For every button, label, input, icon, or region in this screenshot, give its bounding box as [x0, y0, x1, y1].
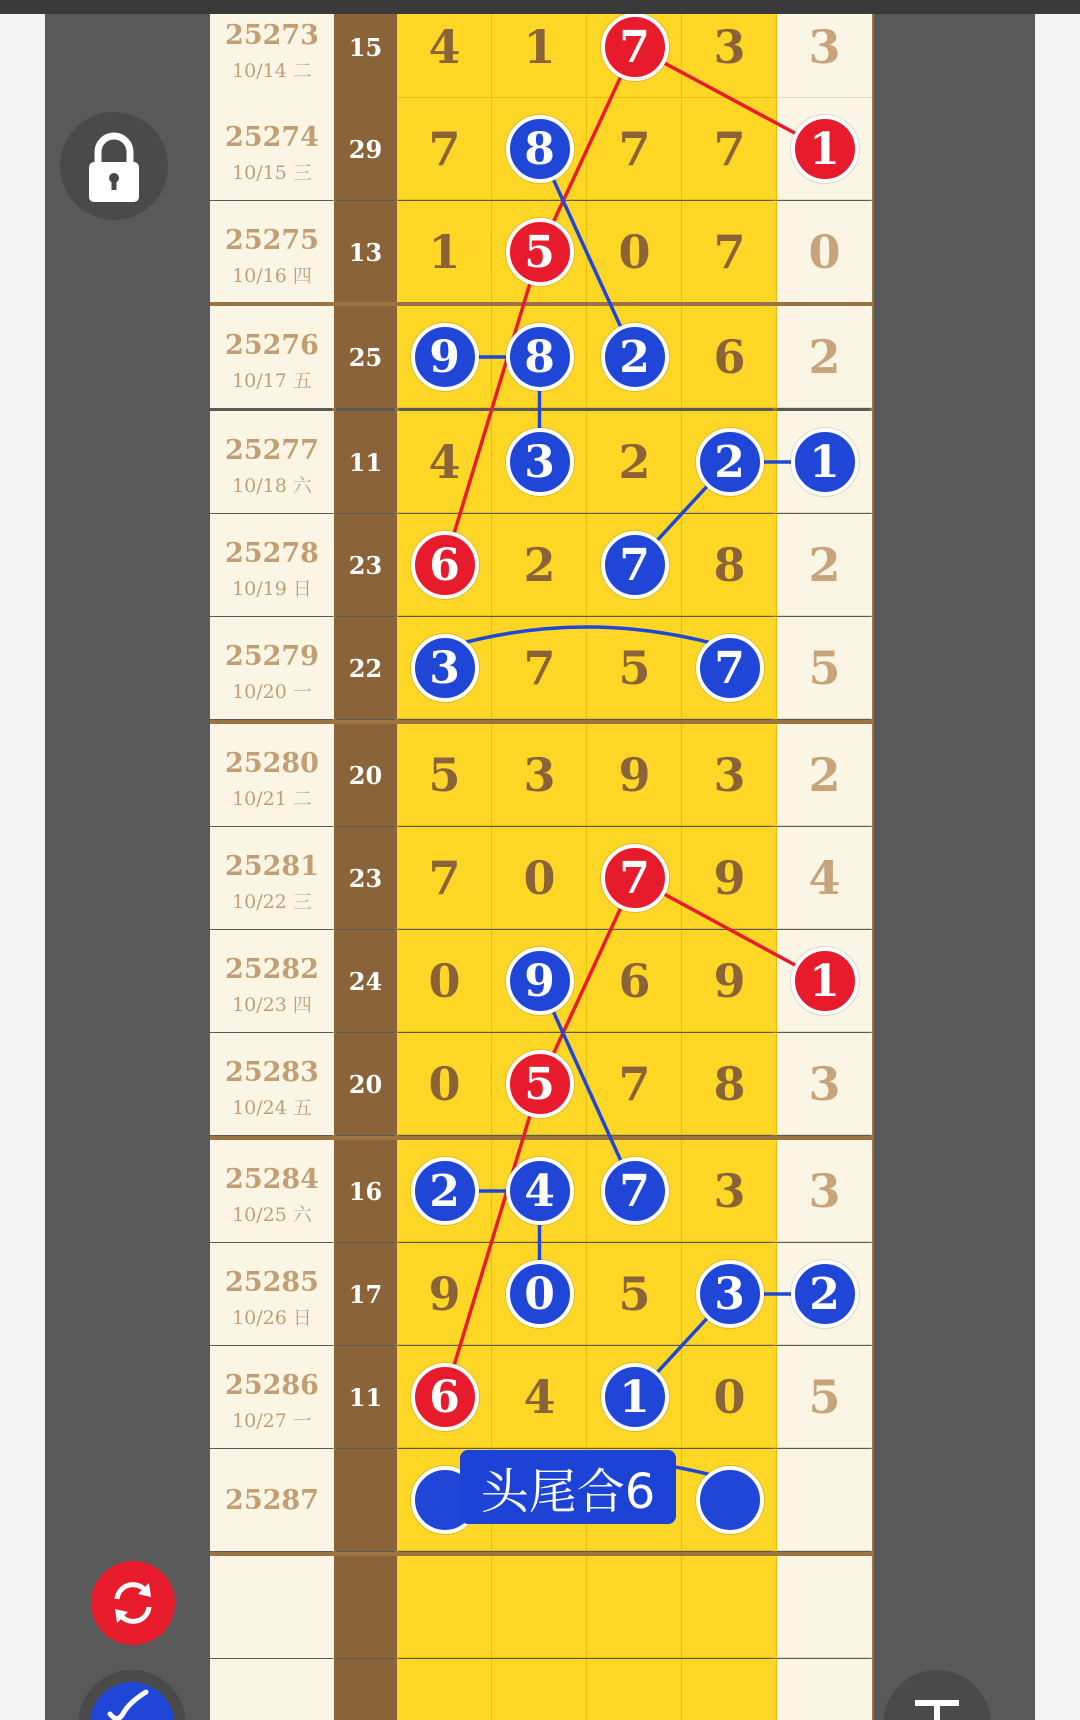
digit-value: 3 [808, 1057, 841, 1111]
digit-value: 0 [428, 954, 461, 1008]
red-ball[interactable]: 7 [601, 14, 669, 81]
issue-number: 25283 [225, 1057, 319, 1088]
digit-value: 3 [808, 1164, 841, 1218]
pen-button[interactable] [78, 1670, 186, 1720]
digit-value: 0 [808, 225, 841, 279]
red-ball[interactable]: 6 [411, 1363, 479, 1431]
issue-number: 25278 [225, 538, 319, 569]
sum-cell: 20 [334, 1033, 397, 1135]
blue-ball[interactable]: 9 [506, 947, 574, 1015]
digit-value: 8 [713, 538, 746, 592]
issue-date: 10/21 二 [232, 788, 312, 810]
red-ball[interactable]: 5 [506, 218, 574, 286]
blue-ball[interactable]: 1 [601, 1363, 669, 1431]
sum-cell: 25 [334, 306, 397, 408]
digit-value: 1 [428, 225, 461, 279]
sum-cell: 11 [334, 1346, 397, 1448]
digit-value: 7 [428, 851, 461, 905]
digit-value: 5 [808, 641, 841, 695]
digit-value: 0 [713, 1370, 746, 1424]
digit-value: 6 [713, 330, 746, 384]
sum-cell: 13 [334, 201, 397, 303]
issue-number: 25276 [225, 330, 319, 361]
issue-date: 10/23 四 [232, 994, 312, 1016]
lock-icon [60, 112, 168, 220]
blue-ball[interactable]: 2 [791, 1260, 859, 1328]
issue-date: 10/27 一 [232, 1410, 312, 1432]
arc-connection [445, 627, 730, 648]
digit-value: 5 [618, 641, 651, 695]
blue-ball[interactable]: 1 [791, 428, 859, 496]
digit-value: 4 [523, 1370, 556, 1424]
digit-value: 2 [808, 748, 841, 802]
digit-value: 4 [428, 435, 461, 489]
issue-number: 25273 [225, 20, 319, 51]
blue-ball[interactable]: 3 [696, 1260, 764, 1328]
line-connection [445, 47, 825, 565]
digit-value: 5 [428, 748, 461, 802]
blue-ball[interactable]: 3 [411, 634, 479, 702]
digit-value: 9 [618, 748, 651, 802]
issue-date: 10/20 一 [232, 681, 312, 703]
sum-cell: 22 [334, 617, 397, 719]
issue-date: 10/18 六 [232, 475, 312, 497]
blue-ball[interactable]: 8 [506, 115, 574, 183]
line-connection [445, 878, 825, 1397]
digit-value: 7 [618, 1057, 651, 1111]
refresh-button[interactable] [91, 1561, 175, 1645]
digit-value: 5 [808, 1370, 841, 1424]
blue-ball[interactable]: 2 [601, 323, 669, 391]
digit-value: 2 [808, 538, 841, 592]
issue-date: 10/24 五 [232, 1097, 312, 1119]
sum-cell: 11 [334, 411, 397, 513]
blue-ball[interactable]: 7 [601, 531, 669, 599]
issue-number: 25280 [225, 748, 319, 779]
hint-label[interactable]: 头尾合6 [460, 1450, 676, 1524]
issue-number: 25287 [225, 1485, 319, 1516]
issue-date: 10/19 日 [232, 578, 312, 600]
digit-value: 7 [713, 122, 746, 176]
sum-cell: 20 [334, 724, 397, 826]
digit-value: 3 [713, 1164, 746, 1218]
blue-ball[interactable]: 2 [696, 428, 764, 496]
digit-value: 8 [713, 1057, 746, 1111]
issue-number: 25285 [225, 1267, 319, 1298]
issue-date: 10/25 六 [232, 1204, 312, 1226]
sum-cell: 23 [334, 827, 397, 929]
digit-value: 7 [523, 641, 556, 695]
digit-value: 5 [618, 1267, 651, 1321]
digit-value: 4 [808, 851, 841, 905]
blue-ball[interactable] [696, 1466, 764, 1534]
sum-cell: 16 [334, 1140, 397, 1242]
digit-value: 3 [808, 20, 841, 74]
digit-value: 9 [428, 1267, 461, 1321]
digit-value: 4 [428, 20, 461, 74]
sum-cell: 24 [334, 930, 397, 1032]
red-ball[interactable]: 1 [791, 115, 859, 183]
issue-date: 10/14 二 [232, 60, 312, 82]
trend-chart-board[interactable] [45, 14, 1035, 1720]
sum-cell: 23 [334, 514, 397, 616]
red-ball[interactable]: 6 [411, 531, 479, 599]
issue-number: 25282 [225, 954, 319, 985]
digit-value: 2 [808, 330, 841, 384]
digit-value: 7 [428, 122, 461, 176]
digit-value: 3 [713, 748, 746, 802]
digit-value: 2 [523, 538, 556, 592]
blue-ball[interactable]: 8 [506, 323, 574, 391]
lock-button[interactable] [60, 112, 168, 220]
blue-ball[interactable]: 7 [601, 1157, 669, 1225]
blue-ball[interactable]: 2 [411, 1157, 479, 1225]
digit-value: 6 [618, 954, 651, 1008]
digit-value: 9 [713, 954, 746, 1008]
issue-number: 25277 [225, 435, 319, 466]
red-ball[interactable]: 7 [601, 844, 669, 912]
sum-cell: 17 [334, 1243, 397, 1345]
issue-date: 10/22 三 [232, 891, 312, 913]
digit-value: 1 [523, 20, 556, 74]
digit-value: 9 [713, 851, 746, 905]
issue-date: 10/17 五 [232, 370, 312, 392]
issue-date: 10/26 日 [232, 1307, 312, 1329]
digit-value: 7 [713, 225, 746, 279]
digit-value: 3 [523, 748, 556, 802]
sum-cell: 29 [334, 98, 397, 200]
issue-date: 10/15 三 [232, 162, 312, 184]
digit-value: 3 [713, 20, 746, 74]
blue-ball[interactable]: 9 [411, 323, 479, 391]
text-tool-icon [883, 1670, 991, 1720]
issue-date: 10/16 四 [232, 265, 312, 287]
sum-cell: 15 [334, 14, 397, 98]
text-tool-button[interactable] [883, 1670, 991, 1720]
blue-ball[interactable]: 7 [696, 634, 764, 702]
blue-ball[interactable]: 3 [506, 428, 574, 496]
red-ball[interactable]: 1 [791, 947, 859, 1015]
issue-number: 25279 [225, 641, 319, 672]
digit-value: 0 [618, 225, 651, 279]
red-ball[interactable]: 5 [506, 1050, 574, 1118]
issue-number: 25281 [225, 851, 319, 882]
digit-value: 0 [523, 851, 556, 905]
issue-number: 25275 [225, 225, 319, 256]
refresh-icon [91, 1561, 175, 1645]
issue-number: 25284 [225, 1164, 319, 1195]
pen-icon [78, 1670, 186, 1720]
blue-ball[interactable]: 4 [506, 1157, 574, 1225]
digit-value: 2 [618, 435, 651, 489]
issue-number: 25286 [225, 1370, 319, 1401]
issue-number: 25274 [225, 122, 319, 153]
blue-ball[interactable]: 0 [506, 1260, 574, 1328]
digit-value: 0 [428, 1057, 461, 1111]
digit-value: 7 [618, 122, 651, 176]
status-bar [0, 0, 1080, 14]
